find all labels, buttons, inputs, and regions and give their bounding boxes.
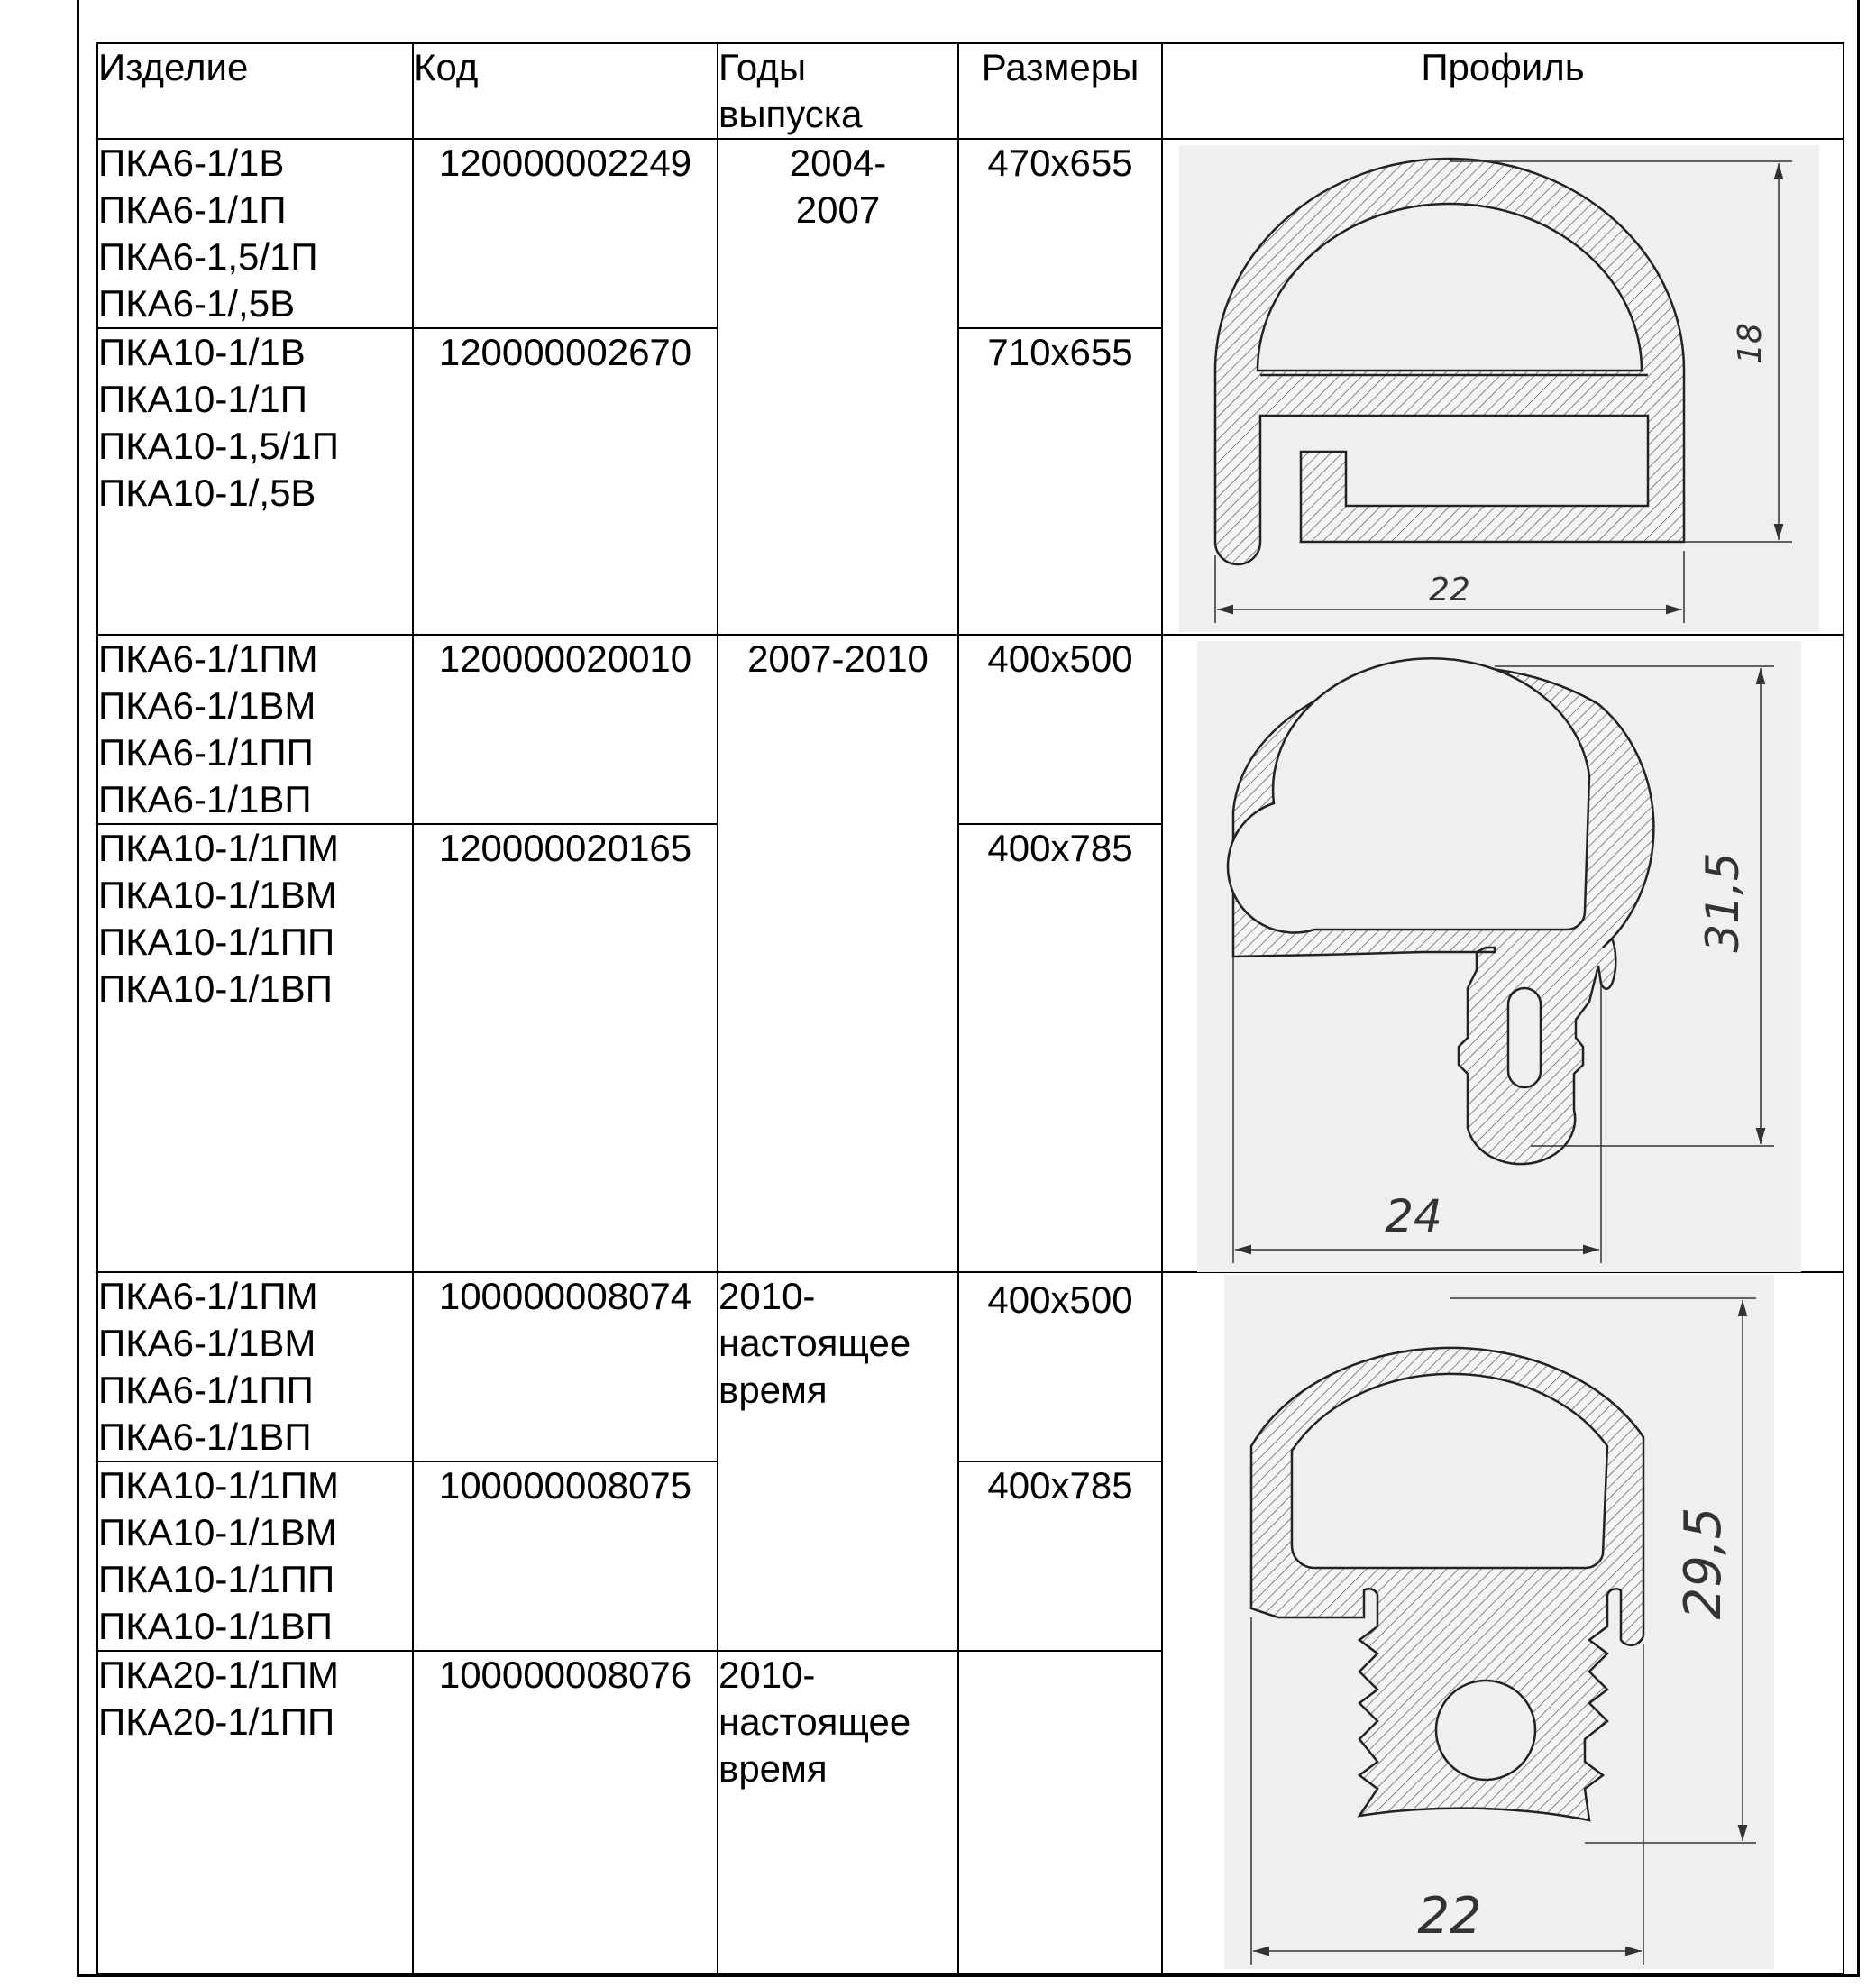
code-cell: 100000008074 bbox=[413, 1272, 718, 1461]
years-text: время bbox=[718, 1747, 828, 1790]
product-name: ПКА6-1/1В bbox=[98, 142, 285, 184]
header-years-line: Годы bbox=[718, 46, 807, 88]
product-name: ПКА10-1/1ПП bbox=[98, 1558, 335, 1600]
table-row bbox=[97, 635, 1844, 824]
product-name: ПКА10-1/1ПМ bbox=[98, 1464, 339, 1507]
product-name: ПКА6-1/1ВП bbox=[98, 1415, 312, 1458]
product-name: ПКА10-1/,5В bbox=[98, 472, 316, 514]
header-years bbox=[718, 43, 958, 139]
size-cell: 470x655 bbox=[958, 139, 1162, 328]
size-cell: 400x785 bbox=[958, 824, 1162, 1272]
product-name: ПКА10-1,5/1П bbox=[98, 425, 339, 467]
profile-cell bbox=[1162, 139, 1844, 635]
product-name: ПКА6-1/1ВМ bbox=[98, 684, 316, 727]
size-cell: 400x500 bbox=[958, 635, 1162, 824]
header-years-line: выпуска bbox=[718, 93, 863, 135]
size-cell: 400x500 bbox=[958, 1272, 1162, 1461]
product-name: ПКА6-1/1ПП bbox=[98, 731, 314, 774]
code-cell: 100000008076 bbox=[413, 1651, 718, 1974]
header-product: Изделие bbox=[97, 43, 413, 139]
product-name: ПКА6-1/1П bbox=[98, 188, 287, 231]
size-cell bbox=[958, 1651, 1162, 1974]
size-cell: 400x785 bbox=[958, 1461, 1162, 1651]
product-name: ПКА6-1/1ПП bbox=[98, 1369, 314, 1411]
height-dimension: 31,5 bbox=[1697, 852, 1749, 953]
product-name: ПКА20-1/1ПП bbox=[98, 1700, 335, 1743]
years-cell bbox=[718, 1651, 958, 1974]
table-row bbox=[97, 1272, 1844, 1461]
header-row bbox=[97, 43, 1844, 139]
product-cell bbox=[97, 824, 413, 1272]
product-name: ПКА6-1/1ВП bbox=[98, 778, 312, 820]
product-name: ПКА10-1/1ПМ bbox=[98, 827, 339, 869]
product-name: ПКА10-1/1ПП bbox=[98, 921, 335, 963]
product-cell bbox=[97, 328, 413, 635]
header-sizes: Размеры bbox=[958, 43, 1162, 139]
product-name: ПКА10-1/1ВП bbox=[98, 1605, 333, 1647]
product-cell bbox=[97, 635, 413, 824]
years-text: настоящее bbox=[718, 1322, 911, 1364]
product-name: ПКА10-1/1ВМ bbox=[98, 874, 337, 916]
width-dimension: 22 bbox=[1429, 572, 1470, 609]
years-cell bbox=[718, 635, 958, 1272]
years-text: 2007-2010 bbox=[747, 637, 929, 680]
gasket-profile-2-icon bbox=[1197, 641, 1801, 1272]
years-text: настоящее bbox=[718, 1700, 911, 1743]
years-text: 2010- bbox=[718, 1654, 816, 1696]
product-name: ПКА6-1/,5В bbox=[98, 282, 296, 325]
product-name: ПКА6-1,5/1П bbox=[98, 235, 318, 278]
gasket-profile-3-icon bbox=[1224, 1275, 1774, 1969]
product-cell bbox=[97, 1461, 413, 1651]
height-dimension: 29,5 bbox=[1674, 1507, 1733, 1620]
product-cell bbox=[97, 139, 413, 328]
years-text: 2004- bbox=[789, 142, 887, 184]
code-cell: 120000020165 bbox=[413, 824, 718, 1272]
code-cell: 120000020010 bbox=[413, 635, 718, 824]
code-cell: 120000002249 bbox=[413, 139, 718, 328]
years-text: 2010- bbox=[718, 1275, 816, 1317]
product-name: ПКА6-1/1ПМ bbox=[98, 637, 318, 680]
code-cell: 120000002670 bbox=[413, 328, 718, 635]
header-code: Код bbox=[413, 43, 718, 139]
years-text: 2007 bbox=[795, 188, 881, 231]
product-name: ПКА20-1/1ПМ bbox=[98, 1654, 339, 1696]
product-name: ПКА6-1/1ВМ bbox=[98, 1322, 316, 1364]
width-dimension: 22 bbox=[1417, 1887, 1482, 1946]
table-row bbox=[97, 139, 1844, 328]
years-cell bbox=[718, 139, 958, 635]
product-name: ПКА10-1/1П bbox=[98, 378, 307, 420]
product-name: ПКА10-1/1ВМ bbox=[98, 1511, 337, 1553]
header-profile: Профиль bbox=[1162, 43, 1844, 139]
gasket-profile-1-icon bbox=[1179, 145, 1819, 632]
profile-cell bbox=[1162, 1272, 1844, 1974]
product-cell bbox=[97, 1272, 413, 1461]
width-dimension: 24 bbox=[1385, 1190, 1442, 1242]
profile-cell bbox=[1162, 635, 1844, 1272]
years-cell bbox=[718, 1272, 958, 1651]
code-cell: 100000008075 bbox=[413, 1461, 718, 1651]
height-dimension: 18 bbox=[1732, 323, 1769, 364]
size-cell: 710x655 bbox=[958, 328, 1162, 635]
product-name: ПКА10-1/1ВП bbox=[98, 967, 333, 1010]
product-cell bbox=[97, 1651, 413, 1974]
product-name: ПКА6-1/1ПМ bbox=[98, 1275, 318, 1317]
product-name: ПКА10-1/1В bbox=[98, 331, 306, 373]
years-text: время bbox=[718, 1369, 828, 1411]
product-table bbox=[96, 42, 1844, 1974]
